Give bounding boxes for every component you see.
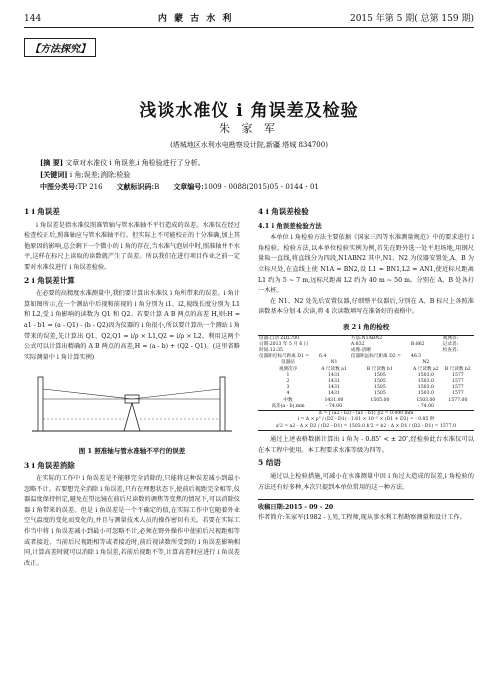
- table-cell: A 尺读数 a2: [413, 366, 439, 372]
- table-cell: 1431: [328, 385, 340, 391]
- article-title: 浅谈水准仪 i 角误差及检验: [139, 101, 359, 121]
- i-angle-check-table: [258, 335, 474, 411]
- section-4-1-paragraph-3: 通过上述表格数据计算出 i 角为 - 0.85″ < ± 20″,经检验此台水准仪可以在本工程中使用。本工程要求水准等级为四等。: [258, 436, 474, 454]
- section-2-heading: 2 i 角误差计算: [24, 275, 75, 285]
- table-cell: [442, 404, 474, 411]
- section-5-heading: 5 结语: [258, 458, 281, 468]
- figure-1-caption: 图 1 照准轴与管水准轴不平行的误差: [78, 446, 186, 455]
- table-cell: 日期:2013 年 5 月 6 日: [259, 341, 309, 347]
- table-cell: 1577.00: [448, 397, 468, 403]
- table-cell: 观测次序: [278, 366, 298, 372]
- table-cell: 1577: [452, 385, 464, 391]
- table-cell: B 尺读数 b1: [366, 366, 393, 372]
- table-cell: 1431: [328, 378, 340, 384]
- table-cell: 1431.00: [324, 397, 344, 403]
- table-row: [258, 335, 474, 342]
- table-cell: 仪器站: [281, 360, 295, 366]
- section-1-heading: 1 i 角误差: [24, 207, 60, 216]
- table-cell: 1505: [374, 378, 386, 384]
- table-cell: 仪器:自动 ZDL700: [259, 335, 300, 341]
- table-cell: - 74.00: [325, 403, 343, 409]
- table-row: [258, 404, 474, 411]
- table-cell: 1: [286, 372, 290, 378]
- table-cell: 1577: [452, 391, 464, 397]
- table-cell: 1577: [452, 378, 464, 384]
- table-cell: 1503.0: [417, 372, 434, 378]
- table-cell: 检查者:: [442, 347, 459, 353]
- journal-name: 内 蒙 古 水 利: [157, 14, 234, 24]
- table-cell: 1505: [374, 391, 386, 397]
- table-cell: 记录者:: [442, 341, 459, 347]
- table-cell: 仪器距远标尺距离 D2 =: [350, 354, 402, 360]
- table-cell: 中数: [283, 397, 293, 403]
- article-no-value: 1009 - 0088(2015)05 - 0144 - 01: [203, 183, 319, 191]
- author: 朱 家 军: [219, 122, 279, 135]
- abstract-block: [40, 157, 460, 193]
- page-header: [24, 8, 474, 28]
- table-cell: 时间:12:35: [259, 347, 283, 353]
- table-cell: 1577: [452, 372, 464, 378]
- article-footnote: [258, 499, 474, 523]
- table-formula: Δ = [ (a2 - b2) - (a1 - b1) ]/2 = 0.000 mm: [318, 410, 414, 416]
- section-3-paragraph: 在实际的工作中 i 角误差是不能够完全消除的,只能将这种误差减小到最小忽略不计。若要想完全消除 i 角误差,只有在理想状态下,使前后视距完全相等,仪器温度保持恒定,避免在望远镜在前后尺读数的调焦等变焦的情况下,可以消除仪器 i 角带来的误差。但是 i 角误差是一个不确定的值,在实际工作中它随着外业空气温度的变化而变化的,并且与测量技术人员的操作密切有关。若要在实际工作当中将 i 角误差减小到最小可忽略不计,必须在野外操作中使前后尺视距相等或者接近。当前后尺视距相等或者接近时,前后视读数所受到的 i 角误差影响相同,计算高差时就可以消除 i 角误差,若前后视距不等,计算高差时应进行 i 角误差改正。: [24, 475, 240, 567]
- table-cell: [350, 404, 410, 411]
- doc-code-label: 文献标识码:: [116, 182, 155, 191]
- table-cell: 观测者:: [442, 335, 459, 341]
- section-4-1-paragraph-1: 本单位 i 角检验方法主要依据《国家三四等水准测量规范》中的要求进行 i 角检验。检验方法,以本单位检验实例为例,首先在野外选一处平坦场地,用钢尺量取一直线,将直线分为四段,N1ABN2 其中,N1、N2 为仪器安置处,A、B 为立标尺处,在直线上使 N1A = BN2,设 L1 = BN1,L2 = AN1,使近标尺距离 L1 约为 5 ~ 7 m,远标尺距离 L2 约为 40 m ~ 50 m。分别在 A、B 处各打一木桩。: [258, 234, 474, 295]
- table-cell: B 尺读数 b2: [444, 366, 471, 372]
- table-cell: A:832: [350, 341, 365, 347]
- table-cell: 1505.00: [370, 397, 390, 403]
- table-cell: - 74.00: [417, 403, 434, 409]
- table-cell: 1503.0: [417, 385, 434, 391]
- table-formulas: [258, 411, 474, 431]
- table-cell: 成像:清晰: [350, 347, 371, 353]
- abstract-label: [摘 要]: [40, 158, 64, 167]
- section-4-heading: 4 i 角误差检验: [258, 207, 309, 216]
- section-5-paragraph: 通过以上检验措施,可减小在水准测量中因 i 角过大造成的误差,i 角检验的方法还有好多种,本次只提到本单位常用的这一种方法。: [258, 472, 474, 491]
- table-cell: A 尺读数 a1: [321, 366, 347, 372]
- keywords-label: [关键词]: [40, 170, 68, 179]
- table-cell: 方法:N1ABN2: [350, 335, 383, 341]
- issue-info: 2015 年第 5 期( 总第 159 期): [349, 14, 474, 24]
- table-cell: 4: [286, 391, 290, 397]
- table-cell: [410, 335, 442, 342]
- table-cell: 仪器距近标尺距离 D1 =: [259, 354, 310, 360]
- table-cell: 1431: [328, 372, 340, 378]
- section-1-paragraph: i 角误差是指水准仪照准管轴与管水准轴不平行造成的误差。水准仪在经过检查校正后,照准轴应与管水准轴平行。但实际上不可能校正的十分准确,加上其他原因的影响,总会剩下一个微小的 i 角的存在,当水准气泡居中时,照准轴并不水平,这样在标尺上读取的读数就产生了误差。所以我们在进行项目作业之前一定要对水准仪进行 i 角误差检验。: [24, 221, 240, 271]
- keywords: i 角;误差;消除;检验: [69, 171, 131, 179]
- table-formula: i = Δ × ρ" / (D2 - D1) - 1.61 × 10⁻⁵ × (D1 + D2) = - 0.85 秒: [297, 417, 435, 423]
- received-date: 收稿日期:2015 - 09 - 20: [258, 504, 334, 512]
- table-2-caption: 表 2 i 角的检校: [342, 322, 390, 331]
- table-cell: N1: [330, 360, 338, 366]
- abstract-text: 文章对水准仪 i 角误差,i 角检验进行了分析。: [65, 159, 205, 167]
- table-cell: 1503.00: [416, 397, 436, 403]
- section-3-heading: 3 i 角误差消除: [24, 460, 75, 470]
- clc-label: 中图分类号:: [40, 182, 78, 191]
- affiliation: (塔城地区水利水电勘察设计院,新疆 塔城 834700): [170, 141, 328, 149]
- table-cell: 1505: [374, 385, 386, 391]
- left-column: [24, 205, 240, 569]
- page-number: 144: [24, 14, 42, 24]
- table-cell: 3: [286, 385, 290, 391]
- section-2-paragraph: 在必要的高精度水准测量中,我们要计算出水准仪 i 角所带来的误差。i 角计算如图所示,在一个测站中后视和前视的 i 角分别为 i1、i2,视线长度分别为 L1 和 L2,受 i 角影响的读数为 Q1 和 Q2。若要计算 A B 两点的高差 H,则:H = a1 - b1 = (a - Q1) - (b - Q2)因为仪器的 i 角很小,所以要计算出一个测站 i 角带来的误差,先计算出 Q1、Q2,Q1 = i/ρ × L1,Q2 = i/ρ × L2。利用这两个公式可以计算出精确的 A B 两点的高差,H = (a - b) + (Q2 - Q1)。(这里省略实际测量中 i 角计算实例): [24, 290, 240, 361]
- table-cell: 2: [286, 378, 290, 384]
- table-cell: 1431: [328, 391, 340, 397]
- author-bio: 作者简介:朱家军(1982 - ),男,工程师,现从事水利工程勘察测量和设计工作。: [258, 514, 466, 522]
- section-4-1-heading: 4.1 i 角误差检验方法: [258, 221, 322, 230]
- table-cell: 1503.0: [417, 378, 434, 384]
- table-cell: 1503.0: [417, 391, 434, 397]
- table-cell: [318, 335, 350, 342]
- table-cell: 高差(a - b),mm: [271, 403, 305, 409]
- doc-code-value: B: [154, 183, 160, 191]
- table-cell: 6.4: [319, 354, 327, 360]
- right-column: [258, 205, 474, 523]
- section-4-1-paragraph-2: 在 N1、N2 处先后安置仪器,仔细整平仪器后,分别在 A、B 标尺上各照准读数基本分划 4 次读,将 4 次读数填写在准备好的表格中。: [258, 297, 474, 316]
- section-tag: 【方法探究】: [24, 38, 96, 57]
- table-cell: N2: [422, 360, 430, 366]
- table-cell: 1505: [374, 372, 386, 378]
- table-cell: 46.3: [410, 354, 422, 360]
- article-no-label: 文章编号:: [173, 182, 204, 191]
- figure-1-diagram: [24, 369, 240, 439]
- table-cell: B:862: [410, 341, 425, 347]
- table-formula: a'2 = a2 - Δ × D2 / (D2 - D1) = 1503.0 b'2 = b2 - Δ × D1 / (D2 - D1) = 1577.0: [275, 423, 457, 429]
- clc-value: TP 216: [77, 183, 103, 191]
